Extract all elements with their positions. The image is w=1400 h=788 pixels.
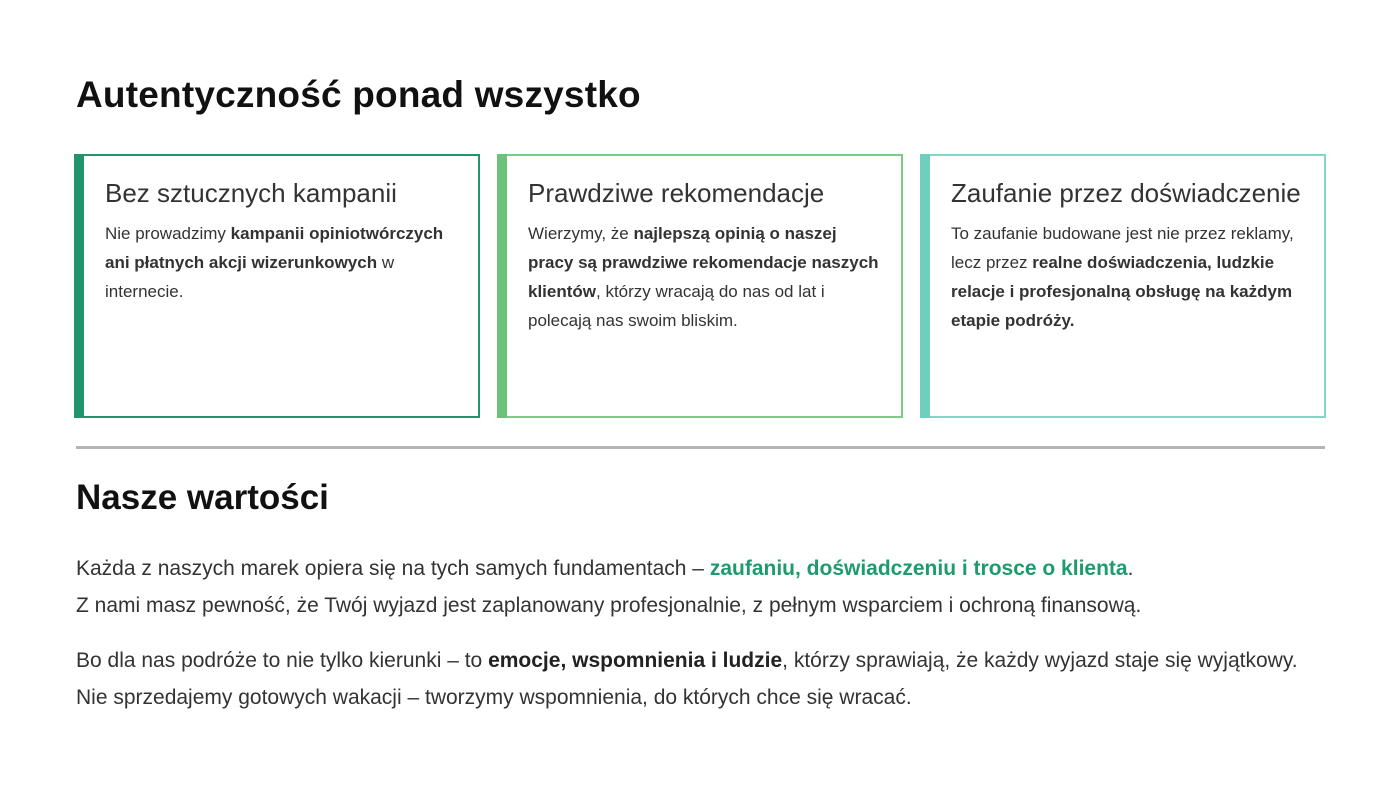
card-real-recommendations xyxy=(497,154,903,418)
p1-text-before: Każda z naszych marek opiera się na tych samych fundamentach – xyxy=(76,557,710,580)
p1-highlight: zaufaniu, doświadczeniu i trosce o klienta xyxy=(709,557,1128,580)
card-text-segment: , którzy wracają do nas od lat i polecają nas swoim bliskim. xyxy=(528,282,825,330)
p2-bold: emocje, wspomnienia i ludzie xyxy=(488,649,783,672)
card-text-segment: Nie prowadzimy xyxy=(105,224,231,243)
card-title: Bez sztucznych kampanii xyxy=(105,178,397,208)
p1-text-after: . xyxy=(1127,557,1134,580)
card-accent-bar xyxy=(74,154,84,418)
card-accent-bar xyxy=(920,154,930,418)
card-text xyxy=(105,219,460,306)
card-accent-bar xyxy=(497,154,507,418)
card-no-fake-campaigns xyxy=(74,154,480,418)
card-text xyxy=(951,219,1306,335)
card-text-segment: w internecie. xyxy=(105,253,395,301)
p2-text-before: Bo dla nas podróże to nie tylko kierunki – to xyxy=(76,649,489,672)
section-divider xyxy=(76,446,1325,449)
card-text-segment: To zaufanie budowane jest nie przez reklamy, lecz przez xyxy=(951,224,1294,272)
cards-row xyxy=(74,154,1326,418)
values-paragraph-1 xyxy=(76,550,1326,624)
section-title-values: Nasze wartości xyxy=(76,478,329,517)
values-paragraph-2 xyxy=(76,642,1326,716)
card-text xyxy=(528,219,883,335)
card-trust-through-experience xyxy=(920,154,1326,418)
card-title: Prawdziwe rekomendacje xyxy=(528,178,825,208)
card-text-bold: realne doświadczenia, ludzkie relacje i profesjonalną obsługę na każdym etapie podróży. xyxy=(951,253,1293,330)
card-title: Zaufanie przez doświadczenie xyxy=(951,178,1301,208)
p2-text-after: , którzy sprawiają, że każdy wyjazd staje się wyjątkowy. Nie sprzedajemy gotowych wakacji – tworzymy wspomnienia, do których chce się wracać. xyxy=(76,649,1298,709)
section-title-authenticity: Autentyczność ponad wszystko xyxy=(76,74,641,115)
p1-line2: Z nami masz pewność, że Twój wyjazd jest zaplanowany profesjonalnie, z pełnym wsparciem i ochroną finansową. xyxy=(76,594,1142,617)
card-text-segment: Wierzymy, że xyxy=(528,224,634,243)
card-text-bold: najlepszą opinią o naszej pracy są prawdziwe rekomendacje naszych klientów xyxy=(528,224,879,301)
card-text-bold: kampanii opiniotwórczych ani płatnych akcji wizerunkowych xyxy=(105,224,444,272)
